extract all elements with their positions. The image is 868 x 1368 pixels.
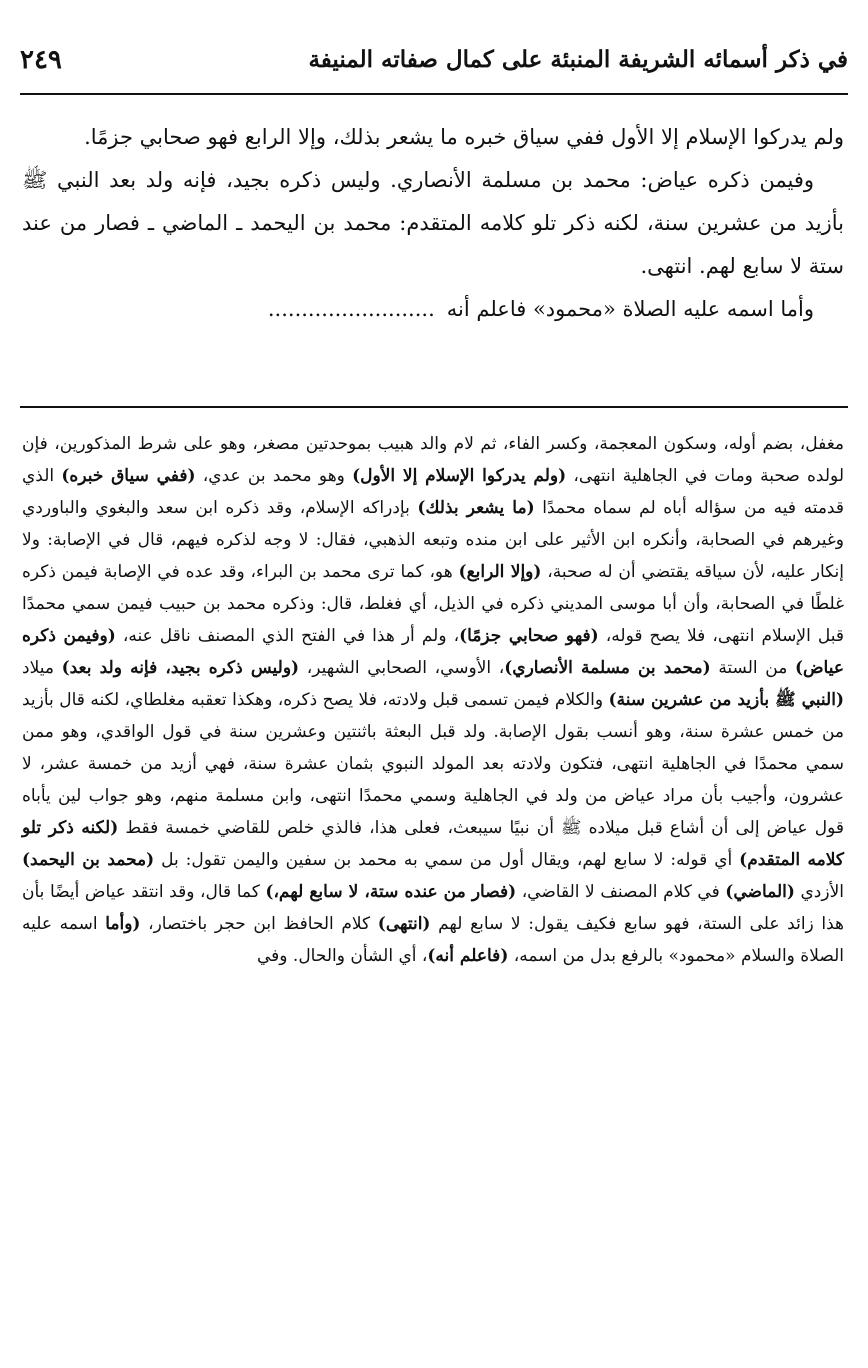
quoted-main-text: (فهو صحابي جزمًا) (459, 626, 599, 646)
quoted-main-text: (ففي سياق خبره) (61, 466, 196, 486)
header-rule (20, 93, 848, 95)
page-header (20, 28, 848, 80)
quoted-main-text: (النبي ﷺ بأزيد من عشرين سنة) (608, 690, 844, 710)
commentary-text: في كلام المصنف لا القاضي، (516, 882, 726, 902)
commentary-text: ميلاد (22, 658, 62, 678)
page-number: ٢٤٩ (20, 45, 62, 75)
main-text-last-line (22, 288, 844, 331)
main-text-paragraph: وفيمن ذكره عياض: محمد بن مسلمة الأنصاري. وليس ذكره بجيد، فإنه ولد بعد النبي ﷺ بأزيد من عشرين سنة، لكنه ذكر تلو كلامه المتقدم: محمد بن اليحمد ـ الماضي ـ فصار من عند ستة لا سابع لهم. انتهى. (22, 168, 844, 278)
running-title: في ذكر أسمائه الشريفة المنبئة على كمال صفاته المنيفة (308, 46, 848, 73)
quoted-main-text: (محمد بن مسلمة الأنصاري) (504, 658, 711, 678)
commentary-text: اسمه عليه الصلاة والسلام «محمود» بالرفع بدل من اسمه، (22, 914, 844, 966)
commentary-text: الذي قدمته فيه من سؤاله أباه لم سماه محمدًا (22, 466, 844, 518)
commentary-paragraph (22, 428, 844, 972)
commentary (22, 428, 844, 1328)
quoted-main-text: (ولم يدركوا الإسلام إلا الأول) (352, 466, 567, 486)
continuation-dots: ......................... (267, 297, 435, 321)
quoted-main-text: (وفيمن ذكره عياض) (22, 626, 844, 678)
quoted-main-text: (فصار من عنده ستة، لا سابع لهم،) (265, 882, 517, 902)
commentary-text: بإدراكه الإسلام، وقد ذكره ابن سعد والبغوي والباوردي وغيرهم في الصحابة، وأنكره ابن الأثير على ابن منده وتبعه الذهبي، فقال: لا وجه لذكره فيهم، قال في الإصابة: ولا إنكار عليه، لأن سياقه يقتضي أن له صحبة، (22, 498, 844, 582)
commentary-text: ، أي الشأن والحال. وفي (257, 946, 428, 966)
quoted-main-text: (ما يشعر بذلك) (417, 498, 535, 518)
quoted-main-text: (محمد بن اليحمد) (22, 850, 155, 870)
quoted-main-text: (وليس ذكره بجيد، فإنه ولد بعد) (61, 658, 300, 678)
commentary-text: وهو محمد بن عدي، (195, 466, 353, 486)
quoted-main-text: (وإلا الرابع) (458, 562, 542, 582)
commentary-text: أي قوله: لا سابع لهم، ويقال أول من سمي به محمد بن سفين واليمن تقول: بل (154, 850, 740, 870)
main-text-paragraph: ولم يدركوا الإسلام إلا الأول ففي سياق خبره ما يشعر بذلك، وإلا الرابع فهو صحابي جزمًا. (84, 125, 844, 149)
main-text-last-line-text: وأما اسمه عليه الصلاة «محمود» فاعلم أنه (446, 297, 814, 321)
commentary-text: والكلام فيمن تسمى قبل ولادته، فلا يصح ذكره، وهكذا تعقبه مغلطاي، لكنه قال بأزيد من خمس عشرة سنة، وهو أنسب بقول الإصابة. ولد قبل البعثة باثنتين وعشرين سنة في قول الواقدي، وهو ممن سمي محمدًا في الجاهلية انتهى، فتكون ولادته بعد المولد النبوي بثمان عشرة سنة، فهي أزيد من خمسة عشر، لا عشرون، وأجيب بأن مراد عياض من ولد في الجاهلية وسمي محمدًا انتهى، وابن مسلمة منهم، وهو جواب لين يأباه قول عياض إلى أن أشاع قبل ميلاده ﷺ أن نبيًا سيبعث، فعلى هذا، فالذي خلص للقاضي خمسة فقط (22, 690, 844, 838)
main-text (22, 116, 844, 396)
quoted-main-text: (انتهى) (377, 914, 431, 934)
quoted-main-text: (فاعلم أنه) (427, 946, 509, 966)
commentary-text: من الستة (710, 658, 795, 678)
commentary-text: كلام الحافظ ابن حجر باختصار، (140, 914, 378, 934)
commentary-text: ، الأوسي، الصحابي الشهير، (299, 658, 505, 678)
commentary-text: هو، كما ترى محمد بن البراء، وقد عده في الإصابة فيمن ذكره غلطًا في الصحابة، وأن أبا موسى المديني ذكره في الذيل، أي فغلط، قال: وذكره محمد بن حبيب فيمن سمي محمدًا قبل الإسلام انتهى، فلا يصح قوله، (22, 562, 844, 646)
quoted-main-text: (وأما (105, 914, 141, 934)
quoted-main-text: (لكنه ذكر تلو كلامه المتقدم) (22, 818, 845, 870)
commentary-text: مغفل، بضم أوله، وسكون المعجمة، وكسر الفاء، ثم لام والد هبيب بموحدتين مصغر، وهو على شرط المذكورين، فإن لولده صحبة ومات في الجاهلية انتهى، (22, 434, 844, 486)
commentary-text: الأزدي (794, 882, 844, 902)
section-divider (20, 406, 848, 408)
commentary-text: كما قال، وقد انتقد عياض أيضًا بأن هذا زائد على الستة، فهو سابع فكيف يقول: لا سابع لهم (22, 882, 844, 934)
quoted-main-text: (الماضي) (725, 882, 795, 902)
commentary-text: ، ولم أر هذا في الفتح الذي المصنف ناقل عنه، (115, 626, 460, 646)
